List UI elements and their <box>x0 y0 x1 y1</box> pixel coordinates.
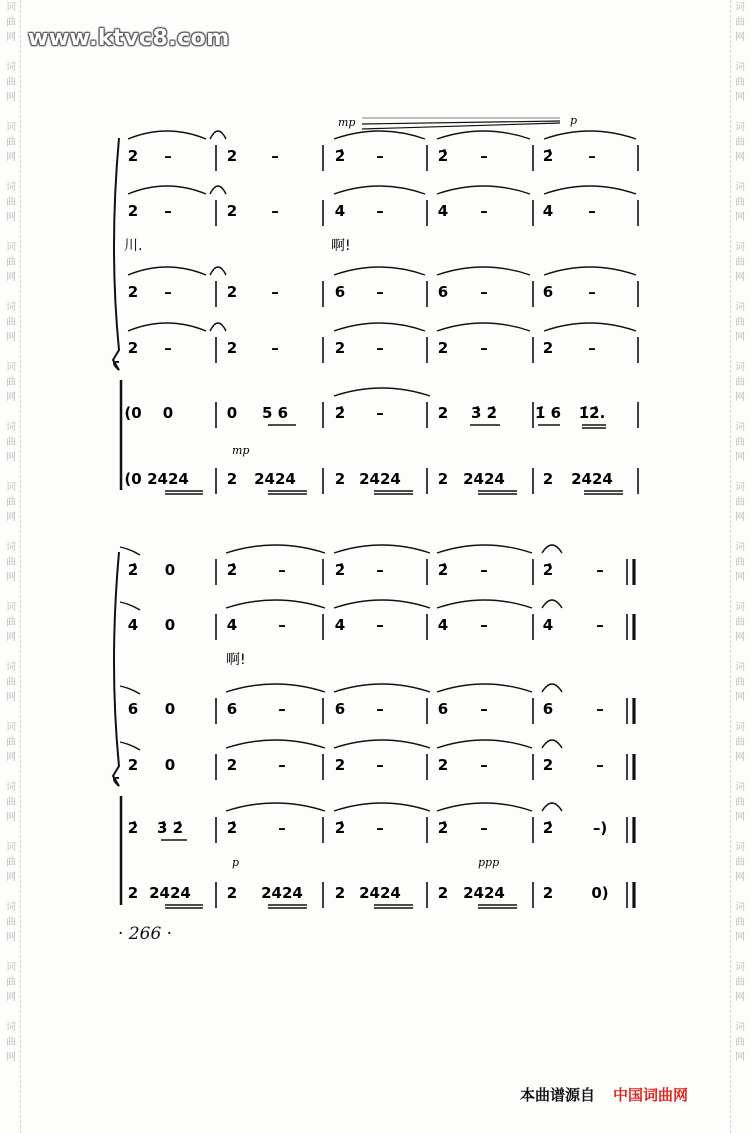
side-watermark-text: 词 曲 网 <box>6 62 16 103</box>
side-watermark-text: 词 曲 网 <box>6 482 16 523</box>
note: 2 <box>226 470 238 488</box>
note: 2̇ <box>127 561 139 579</box>
note: 0 <box>226 404 238 422</box>
side-watermark-text: 词 曲 网 <box>735 842 745 883</box>
note: 2 <box>542 470 554 488</box>
tie-arc <box>334 323 425 331</box>
system-brace <box>113 138 119 370</box>
note: 4 <box>127 616 139 634</box>
note: 2̇ <box>542 147 554 165</box>
tie-arc <box>226 545 325 553</box>
lyric: 啊! <box>331 238 351 254</box>
note: 3̇ 2̇ <box>156 819 184 837</box>
note: – <box>480 202 488 220</box>
tie-arc <box>544 323 636 331</box>
page-number: · 266 · <box>118 924 173 944</box>
note: 2424 <box>463 884 505 902</box>
tie-arc <box>334 803 430 811</box>
note: 2 <box>542 884 554 902</box>
note: – <box>480 147 488 165</box>
side-watermark-text: 词 曲 网 <box>735 182 745 223</box>
note: 2̇ <box>334 147 346 165</box>
note: – <box>164 283 172 301</box>
side-watermark-text: 词 曲 网 <box>6 2 16 43</box>
note: 0 <box>162 404 174 422</box>
tie-arc <box>437 186 530 194</box>
system-brace <box>113 552 119 786</box>
note: 2424 <box>147 470 189 488</box>
side-watermark-text: 词 曲 网 <box>735 662 745 703</box>
side-watermark-text: 词 曲 网 <box>735 602 745 643</box>
footer-site: 中国词曲网 <box>613 1086 689 1104</box>
note: 2 <box>437 884 449 902</box>
note: 2 <box>226 339 238 357</box>
note: – <box>278 616 286 634</box>
note: – <box>376 147 384 165</box>
note: 0 <box>164 616 176 634</box>
side-watermark-text: 词 曲 网 <box>735 782 745 823</box>
note: 2 <box>127 283 139 301</box>
side-watermark-text: 词 曲 网 <box>6 362 16 403</box>
side-watermark-text: 词 曲 网 <box>735 902 745 943</box>
note: 2̇ <box>437 819 449 837</box>
note: (0 <box>124 404 142 422</box>
note: 2 <box>334 339 346 357</box>
note: 2̇ <box>437 147 449 165</box>
note: 0 <box>164 561 176 579</box>
note: 2424 <box>463 470 505 488</box>
side-watermark-text: 词 曲 网 <box>735 962 745 1003</box>
note: – <box>164 202 172 220</box>
footer-prefix: 本曲谱源自 <box>520 1086 596 1104</box>
dynamic-mark: mp <box>338 116 356 129</box>
tie-arc <box>120 686 140 694</box>
note: 2424 <box>359 884 401 902</box>
note: 2 <box>334 470 346 488</box>
tie-arc <box>544 131 636 139</box>
note: 4 <box>334 616 346 634</box>
side-watermark-text: 词 曲 网 <box>6 182 16 223</box>
note: 2 <box>226 147 238 165</box>
tie-arc <box>334 131 425 139</box>
note: (0 <box>124 470 142 488</box>
score-system-2 <box>113 545 634 908</box>
note: – <box>376 202 384 220</box>
tie-arc <box>437 323 530 331</box>
note: 0 <box>164 756 176 774</box>
tie-arc <box>437 740 532 748</box>
note: 2 <box>127 756 139 774</box>
tie-arc <box>226 600 325 608</box>
note: 2 <box>127 339 139 357</box>
diminuendo-hairpin <box>362 121 560 129</box>
tie-arc <box>334 684 430 692</box>
tie-arc <box>437 600 532 608</box>
note: 2̇ <box>334 561 346 579</box>
side-watermark-text: 词 曲 网 <box>6 542 16 583</box>
tie-arc <box>128 323 206 331</box>
lyric: 啊! <box>226 652 246 668</box>
side-watermark-text: 词 曲 网 <box>735 242 745 283</box>
side-watermark-text: 词 曲 网 <box>6 1022 16 1063</box>
tie-arc <box>334 600 430 608</box>
note: – <box>271 147 279 165</box>
tie-arc <box>437 545 532 553</box>
note: 3̇ 2̇ <box>470 404 498 422</box>
note: – <box>271 283 279 301</box>
note: 0) <box>591 884 609 902</box>
note: 4 <box>437 616 449 634</box>
site-watermark: www.ktvc8.com <box>28 26 230 51</box>
note: – <box>480 616 488 634</box>
tie-arc <box>210 186 226 194</box>
tie-arc <box>128 186 206 194</box>
note: 2̇ <box>542 819 554 837</box>
tie-arc <box>544 267 636 275</box>
note: – <box>376 339 384 357</box>
note: 6 <box>437 283 449 301</box>
note: 2 <box>127 884 139 902</box>
note: – <box>480 700 488 718</box>
note: 2424 <box>149 884 191 902</box>
tie-arc <box>437 131 530 139</box>
score-system-1 <box>113 114 638 494</box>
note: 2 <box>542 339 554 357</box>
note: 6 <box>226 700 238 718</box>
note: 6 <box>542 283 554 301</box>
side-watermark-text: 词 曲 网 <box>735 362 745 403</box>
tie-arc <box>128 267 206 275</box>
tie-arc <box>334 267 425 275</box>
note: –) <box>592 819 608 837</box>
note: 2 <box>127 202 139 220</box>
tie-arc <box>437 684 532 692</box>
note: – <box>164 147 172 165</box>
note: – <box>596 700 604 718</box>
side-watermark-text: 词 曲 网 <box>735 302 745 343</box>
note: 1̇2̇. <box>578 404 606 422</box>
note: 4 <box>437 202 449 220</box>
note: – <box>596 616 604 634</box>
side-watermark-text: 词 曲 网 <box>735 542 745 583</box>
side-watermark-text: 词 曲 网 <box>735 1022 745 1063</box>
note: – <box>376 561 384 579</box>
side-watermark-text: 词 曲 网 <box>6 722 16 763</box>
note: 5 6 <box>261 404 289 422</box>
tie-arc <box>120 742 140 750</box>
side-watermark-text: 词 曲 网 <box>6 242 16 283</box>
note: 2 <box>226 756 238 774</box>
side-watermark-text: 词 曲 网 <box>735 722 745 763</box>
tie-arc <box>226 803 325 811</box>
side-watermark-text: 词 曲 网 <box>6 122 16 163</box>
note: – <box>480 561 488 579</box>
note: 2 <box>437 404 449 422</box>
note: – <box>278 819 286 837</box>
dynamic-mark: p <box>570 114 578 127</box>
tie-arc <box>437 803 532 811</box>
note: – <box>278 700 286 718</box>
side-watermark-text: 词 曲 网 <box>6 902 16 943</box>
note: – <box>596 561 604 579</box>
note: 2 <box>334 884 346 902</box>
side-watermark-text: 词 曲 网 <box>6 602 16 643</box>
side-watermark-text: 词 曲 网 <box>6 302 16 343</box>
tie-arc <box>542 740 562 748</box>
note: 4 <box>334 202 346 220</box>
dynamic-mark: p <box>232 856 240 869</box>
note: – <box>376 404 384 422</box>
side-watermark-text: 词 曲 网 <box>735 422 745 463</box>
tie-arc <box>226 740 325 748</box>
note: 2̇ <box>542 561 554 579</box>
tie-arc <box>210 131 226 139</box>
note: 2 <box>226 283 238 301</box>
note: – <box>376 819 384 837</box>
note: – <box>376 283 384 301</box>
tie-arc <box>334 388 430 396</box>
dynamic-mark: ppp <box>478 856 500 869</box>
tie-arc <box>542 684 562 692</box>
note: – <box>588 202 596 220</box>
note: – <box>588 147 596 165</box>
note: 2424 <box>261 884 303 902</box>
note: 2̇ <box>127 819 139 837</box>
tie-arc <box>542 803 562 811</box>
tie-arc <box>334 740 430 748</box>
note: 6 <box>334 700 346 718</box>
tie-arc <box>210 267 226 275</box>
note: 2̇ <box>226 819 238 837</box>
note: – <box>588 339 596 357</box>
note: – <box>271 339 279 357</box>
note: 2424 <box>359 470 401 488</box>
note: – <box>271 202 279 220</box>
tie-arc <box>210 323 226 331</box>
tie-arc <box>544 186 636 194</box>
note: 4 <box>542 616 554 634</box>
note: – <box>480 819 488 837</box>
tie-arc <box>226 684 325 692</box>
note: – <box>588 283 596 301</box>
side-watermark-text: 词 曲 网 <box>735 62 745 103</box>
note: 2 <box>334 756 346 774</box>
note: 2 <box>437 339 449 357</box>
note: – <box>480 283 488 301</box>
dynamic-mark: mp <box>232 444 250 457</box>
note: – <box>376 700 384 718</box>
side-watermark-text: 词 曲 网 <box>6 662 16 703</box>
side-watermark-text: 词 曲 网 <box>735 2 745 43</box>
side-watermark-text: 词 曲 网 <box>735 482 745 523</box>
note: – <box>376 616 384 634</box>
side-watermark-text: 词 曲 网 <box>735 122 745 163</box>
note: 2 <box>437 470 449 488</box>
note: 6 <box>334 283 346 301</box>
note: – <box>164 339 172 357</box>
note: – <box>278 561 286 579</box>
side-watermark-text: 词 曲 网 <box>6 962 16 1003</box>
note: 6 <box>437 700 449 718</box>
note: 2 <box>226 202 238 220</box>
tie-arc <box>542 600 562 608</box>
tie-arc <box>334 186 425 194</box>
note: 2̇ <box>334 404 346 422</box>
tie-arc <box>542 545 562 553</box>
note: 6 <box>542 700 554 718</box>
side-watermark-text: 词 曲 网 <box>6 782 16 823</box>
note: 2 <box>542 756 554 774</box>
note: 2̇ <box>437 561 449 579</box>
note: – <box>278 756 286 774</box>
note: 2̇ <box>334 819 346 837</box>
note: 4 <box>542 202 554 220</box>
note: 2 <box>127 147 139 165</box>
note: 1̇ 6 <box>534 404 562 422</box>
side-watermark-text: 词 曲 网 <box>6 422 16 463</box>
tie-arc <box>128 131 206 139</box>
tie-arc <box>120 602 140 610</box>
source-footer <box>520 1084 688 1105</box>
note: – <box>480 339 488 357</box>
tie-arc <box>437 267 530 275</box>
note: 6 <box>127 700 139 718</box>
note: 2 <box>226 884 238 902</box>
lyric: 川. <box>124 238 143 254</box>
note: 2424 <box>254 470 296 488</box>
tie-arc <box>120 547 140 555</box>
note: – <box>480 756 488 774</box>
tie-arc <box>334 545 430 553</box>
note: – <box>596 756 604 774</box>
note: 2424 <box>571 470 613 488</box>
note: – <box>376 756 384 774</box>
note: 0 <box>164 700 176 718</box>
note: 4 <box>226 616 238 634</box>
note: 2̇ <box>226 561 238 579</box>
side-watermark-text: 词 曲 网 <box>6 842 16 883</box>
note: 2 <box>437 756 449 774</box>
